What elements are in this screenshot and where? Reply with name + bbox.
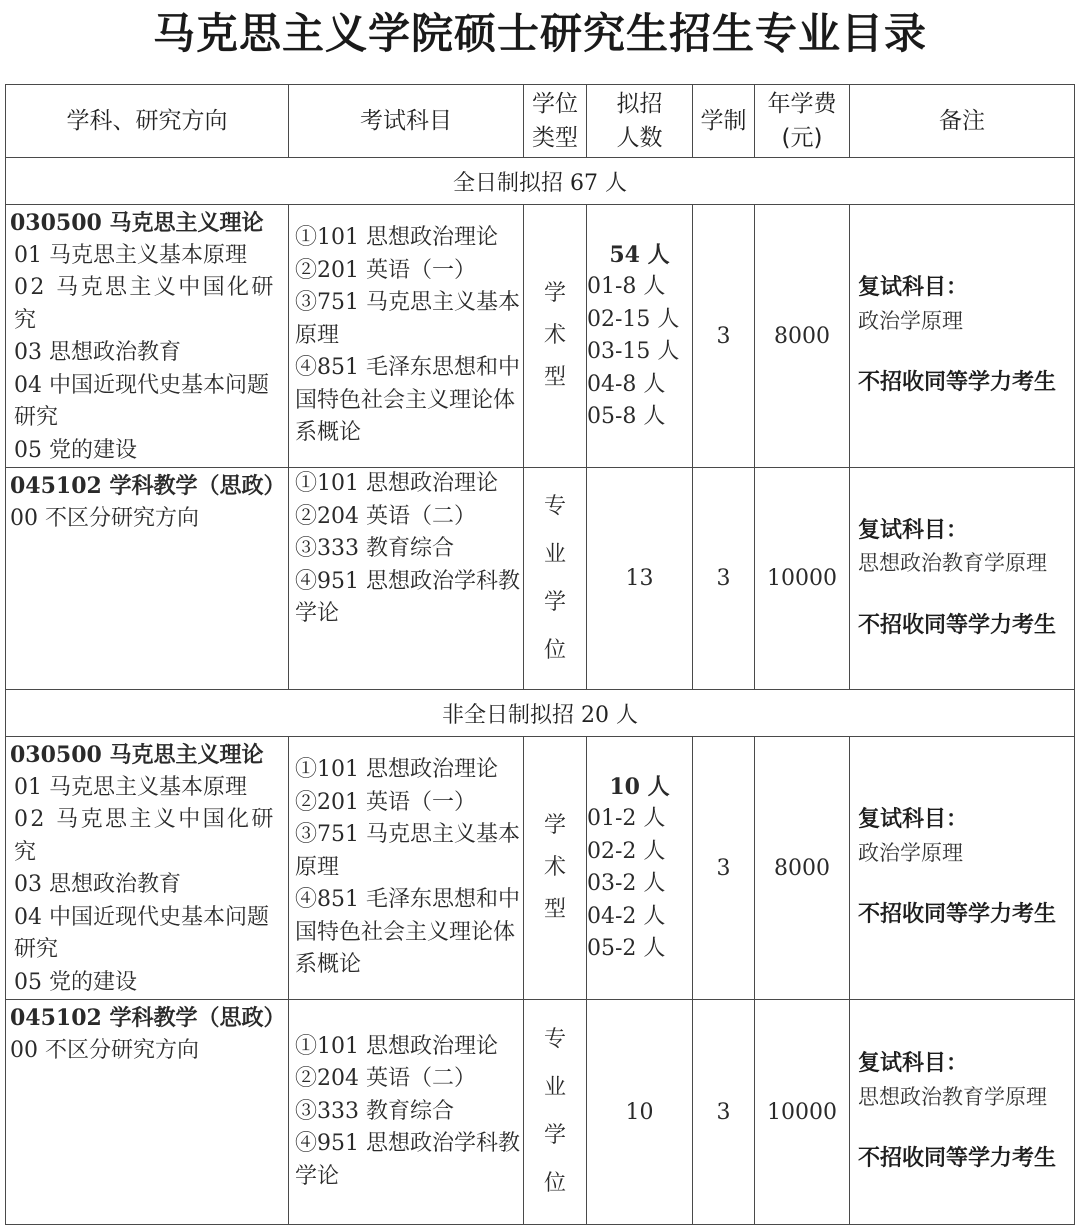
table-row	[6, 205, 1075, 468]
degree-type-char: 术	[543, 323, 566, 348]
exam-item: ④851 毛泽东思想和中国特色社会主义理论体系概论	[295, 355, 520, 446]
note-restriction: 不招收同等学力考生	[858, 902, 1057, 928]
section-count: 20	[581, 702, 609, 728]
direction-cell	[6, 1000, 289, 1225]
degree-type-char: 位	[543, 1171, 566, 1196]
direction-item: 03 思想政治教育	[14, 340, 181, 365]
degree-type-char: 位	[543, 637, 566, 663]
exam-item: ③333 教育综合	[295, 1098, 454, 1124]
degree-type-char: 学	[543, 589, 566, 615]
section-label-suffix: 人	[616, 702, 639, 728]
duration-cell: 3	[693, 205, 755, 468]
section-row-part-time	[6, 690, 1075, 737]
direction-item: 05 党的建设	[14, 437, 137, 463]
note-subject: 思想政治教育学原理	[858, 1084, 1047, 1109]
degree-type-char: 型	[543, 365, 566, 390]
degree-type-char: 型	[543, 897, 566, 922]
section-label	[6, 158, 1075, 205]
exam-item: ②204 英语（二）	[295, 503, 476, 529]
quota-total: 54 人	[609, 241, 670, 268]
degree-type-char: 专	[543, 1027, 566, 1052]
degree-type-cell	[524, 205, 587, 468]
table-row	[6, 1000, 1075, 1225]
header-quota-line1: 拟招	[616, 91, 663, 117]
note-label: 复试科目：	[858, 517, 969, 543]
section-label-prefix: 全日制拟招	[452, 170, 563, 196]
degree-type-cell	[524, 468, 587, 690]
exam-item: ③333 教育综合	[295, 536, 454, 561]
header-direction: 学科、研究方向	[6, 85, 289, 158]
quota-cell	[587, 737, 693, 1000]
exam-item: ①101 思想政治理论	[295, 757, 498, 783]
quota-breakdown-item: 05-2 人	[587, 936, 666, 961]
exam-item: ④851 毛泽东思想和中国特色社会主义理论体系概论	[295, 887, 520, 978]
degree-type-char: 业	[543, 1075, 566, 1100]
quota-breakdown-item: 05-8 人	[587, 404, 666, 429]
note-restriction: 不招收同等学力考生	[858, 612, 1057, 638]
fee-cell: 10000	[755, 468, 850, 690]
exam-item: ③751 马克思主义基本原理	[295, 822, 520, 880]
exam-item: ①101 思想政治理论	[295, 225, 498, 251]
exam-item: ②204 英语（二）	[295, 1066, 476, 1092]
quota-cell	[587, 205, 693, 468]
header-degree-type-line2: 类型	[532, 125, 578, 151]
exam-item: ④951 思想政治学科教学论	[295, 568, 520, 626]
duration-cell: 3	[693, 468, 755, 690]
quota-breakdown-item: 04-2 人	[587, 903, 666, 929]
header-degree-type-line1: 学位	[532, 91, 578, 117]
note-label: 复试科目：	[858, 275, 969, 301]
fee-cell: 8000	[755, 205, 850, 468]
note-cell	[850, 737, 1075, 1000]
admission-catalog-table	[5, 84, 1075, 1225]
header-fee-line1: 年学费	[767, 91, 837, 117]
quota-breakdown-item: 01-2 人	[587, 806, 666, 831]
direction-item: 02 马克思主义中国化研究	[14, 275, 276, 333]
exam-cell	[289, 205, 524, 468]
section-count: 67	[570, 170, 598, 196]
major-name: 030500 马克思主义理论	[10, 210, 264, 236]
note-label: 复试科目：	[858, 1051, 969, 1077]
direction-item: 03 思想政治教育	[14, 872, 181, 897]
degree-type-cell	[524, 737, 587, 1000]
direction-item: 04 中国近现代史基本问题研究	[14, 904, 269, 962]
exam-cell	[289, 1000, 524, 1225]
direction-cell	[6, 468, 289, 690]
header-degree-type	[524, 85, 587, 158]
header-notes: 备注	[850, 85, 1075, 158]
section-label-prefix: 非全日制拟招	[441, 702, 574, 728]
direction-cell	[6, 205, 289, 468]
exam-cell	[289, 737, 524, 1000]
quota-breakdown-item: 01-8 人	[587, 274, 666, 299]
degree-type-char: 术	[543, 855, 566, 880]
note-subject: 政治学原理	[858, 308, 963, 333]
quota-total: 10 人	[609, 773, 670, 800]
header-exam: 考试科目	[289, 85, 524, 158]
quota-cell: 13	[587, 468, 693, 690]
page-title: 马克思主义学院硕士研究生招生专业目录	[152, 9, 927, 58]
exam-item: ③751 马克思主义基本原理	[295, 290, 520, 348]
quota-breakdown-item: 03-2 人	[587, 871, 666, 896]
major-name: 045102 学科教学（思政）	[10, 473, 286, 499]
quota-breakdown-item: 03-15 人	[587, 339, 680, 364]
degree-type-char: 学	[543, 281, 566, 306]
table-row	[6, 468, 1075, 690]
duration-cell: 3	[693, 737, 755, 1000]
note-subject: 思想政治教育学原理	[858, 551, 1047, 576]
direction-item: 05 党的建设	[14, 969, 137, 995]
major-name: 045102 学科教学（思政）	[10, 1005, 286, 1031]
exam-cell	[289, 468, 524, 690]
direction-item: 01 马克思主义基本原理	[14, 774, 247, 800]
note-label: 复试科目：	[858, 807, 969, 833]
direction-cell	[6, 737, 289, 1000]
quota-breakdown-item: 02-15 人	[587, 306, 680, 332]
exam-item: ②201 英语（一）	[295, 789, 476, 815]
quota-cell: 10	[587, 1000, 693, 1225]
degree-type-cell	[524, 1000, 587, 1225]
quota-breakdown-item: 02-2 人	[587, 838, 666, 864]
note-cell	[850, 205, 1075, 468]
quota-breakdown-item: 04-8 人	[587, 371, 666, 397]
section-label	[6, 690, 1075, 737]
degree-type-char: 学	[543, 813, 566, 838]
direction-item: 01 马克思主义基本原理	[14, 242, 247, 268]
header-fee	[755, 85, 850, 158]
note-cell	[850, 1000, 1075, 1225]
degree-type-char: 专	[543, 493, 566, 519]
direction-item: 04 中国近现代史基本问题研究	[14, 372, 269, 430]
duration-cell: 3	[693, 1000, 755, 1225]
fee-cell: 10000	[755, 1000, 850, 1225]
header-fee-line2: (元)	[781, 125, 823, 151]
major-name: 030500 马克思主义理论	[10, 742, 264, 768]
exam-item: ④951 思想政治学科教学论	[295, 1131, 520, 1189]
fee-cell: 8000	[755, 737, 850, 1000]
note-restriction: 不招收同等学力考生	[858, 1146, 1057, 1172]
header-row	[6, 85, 1075, 158]
direction-item: 00 不区分研究方向	[10, 505, 199, 531]
section-label-suffix: 人	[605, 170, 628, 196]
section-row-full-time	[6, 158, 1075, 205]
degree-type-char: 学	[543, 1123, 566, 1148]
degree-type-char: 业	[543, 541, 566, 567]
exam-item: ②201 英语（一）	[295, 257, 476, 283]
exam-item: ①101 思想政治理论	[295, 1033, 498, 1059]
header-duration: 学制	[693, 85, 755, 158]
table-row	[6, 737, 1075, 1000]
exam-item: ①101 思想政治理论	[295, 471, 498, 496]
direction-item: 00 不区分研究方向	[10, 1037, 199, 1063]
note-restriction: 不招收同等学力考生	[858, 370, 1057, 396]
direction-item: 02 马克思主义中国化研究	[14, 807, 276, 865]
note-subject: 政治学原理	[858, 840, 963, 865]
note-cell	[850, 468, 1075, 690]
header-quota-line2: 人数	[616, 125, 663, 151]
header-quota	[587, 85, 693, 158]
